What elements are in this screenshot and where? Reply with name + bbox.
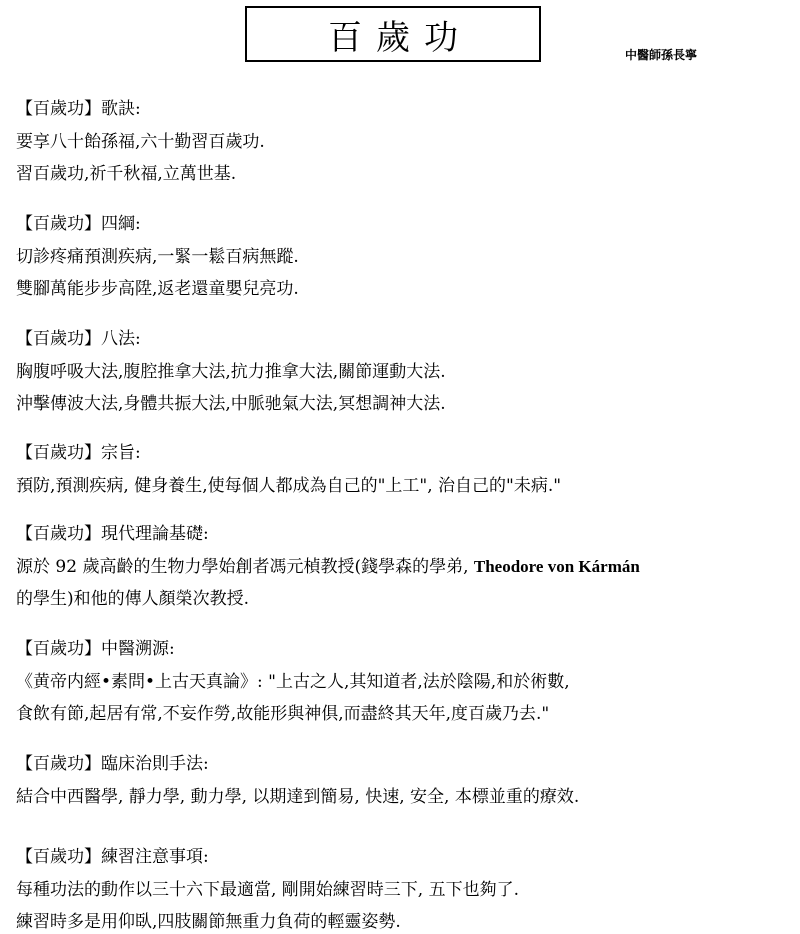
title-box	[245, 6, 541, 62]
section-heading: 【百歲功】中醫溯源:	[16, 639, 175, 659]
section-line: 切診疼痛預測疾病,一緊一鬆百病無蹤.	[16, 247, 299, 267]
section-heading: 【百歲功】練習注意事項:	[16, 847, 209, 867]
section-verse	[16, 97, 796, 186]
section-line: 胸腹呼吸大法,腹腔推拿大法,抗力推拿大法,關節運動大法.	[16, 362, 446, 382]
scientist-name: Theodore von Kármán	[473, 557, 640, 576]
section-line-text: 源於 92 歲高齡的生物力學始創者馮元楨教授(錢學森的學弟,	[16, 557, 474, 577]
section-line: 沖擊傳波大法,身體共振大法,中脈驰氣大法,冥想調神大法.	[16, 394, 446, 414]
section-line: 雙腳萬能步步高陞,返老還童嬰兒亮功.	[16, 279, 299, 299]
section-modern-theory	[16, 522, 796, 611]
author-credit: 中醫師孫長寧	[625, 48, 698, 62]
section-line: 結合中西醫學, 靜力學, 動力學, 以期達到簡易, 快速, 安全, 本標並重的療效.	[16, 787, 580, 807]
section-heading: 【百歲功】四綱:	[16, 214, 141, 234]
section-eight-methods	[16, 327, 796, 416]
section-line: 每種功法的動作以三十六下最適當, 剛開始練習時三下, 五下也夠了.	[16, 880, 520, 900]
section-line: 要享八十飴孫福,六十勤習百歲功.	[16, 132, 265, 152]
section-heading: 【百歲功】宗旨:	[16, 443, 141, 463]
section-line: 預防,預測疾病, 健身養生,使每個人都成為自己的"上工", 治自己的"未病."	[16, 476, 562, 496]
section-line: 食飲有節,起居有常,不妄作勞,故能形與神俱,而盡終其天年,度百歲乃去."	[16, 704, 550, 724]
section-line: 《黄帝内經•素問•上古天真論》: "上古之人,其知道者,法於陰陽,和於術數,	[16, 672, 570, 692]
section-heading: 【百歲功】八法:	[16, 329, 141, 349]
section-line: 的學生)和他的傳人顏榮次教授.	[16, 589, 250, 609]
section-line: 練習時多是用仰臥,四肢關節無重力負荷的輕靈姿勢.	[16, 912, 401, 932]
section-tcm-origin	[16, 637, 796, 726]
section-heading: 【百歲功】現代理論基礎:	[16, 524, 209, 544]
section-four-principles	[16, 212, 796, 301]
section-heading: 【百歲功】歌訣:	[16, 99, 141, 119]
section-clinical-methods	[16, 752, 796, 809]
section-line: 習百歲功,祈千秋福,立萬世基.	[16, 164, 237, 184]
section-heading: 【百歲功】臨床治則手法:	[16, 754, 209, 774]
section-line-with-name	[16, 555, 796, 579]
page-title: 百歲功	[328, 17, 472, 58]
section-purpose	[16, 441, 796, 498]
section-practice-notes	[16, 845, 796, 934]
